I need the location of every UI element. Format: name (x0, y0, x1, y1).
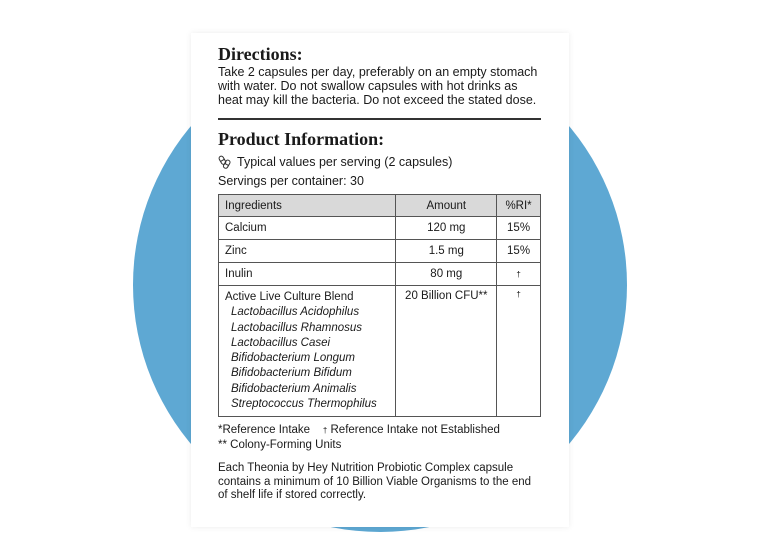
notes-line-1 (218, 423, 541, 438)
table-row (219, 240, 541, 263)
ri-note: *Reference Intake (218, 424, 311, 437)
product-info-title: Product Information: (218, 129, 385, 149)
strain-item: Streptococcus Thermophilus (231, 398, 377, 411)
servings-text: Servings per container: 30 (218, 174, 364, 188)
ri-cell: † (497, 263, 541, 286)
header-amount: Amount (396, 195, 497, 217)
blend-ri-cell: † (497, 286, 541, 417)
cfu-note: ** Colony-Forming Units (218, 439, 342, 452)
table-row (219, 217, 541, 240)
footer-text: Each Theonia by Hey Nutrition Probiotic Complex capsule contains a minimum of 10 Billion Viable Organisms to the end of shelf life if stored correctly. (218, 462, 532, 502)
blend-cell (219, 286, 396, 417)
label-content (218, 43, 541, 503)
directions-title: Directions: (218, 44, 303, 64)
header-ri: %RI* (497, 195, 541, 217)
table-row-blend (219, 286, 541, 417)
ri-cell: 15% (497, 240, 541, 263)
amount-cell: 80 mg (396, 263, 497, 286)
ingredient-cell: Inulin (219, 263, 396, 286)
table-row (219, 263, 541, 286)
header-ingredients: Ingredients (219, 195, 396, 217)
amount-cell: 1.5 mg (396, 240, 497, 263)
table-notes (218, 423, 541, 452)
strain-item: Bifidobacterium Animalis (231, 382, 357, 395)
ingredient-cell: Zinc (219, 240, 396, 263)
ingredient-cell: Calcium (219, 217, 396, 240)
table-header-row (219, 195, 541, 217)
not-established-note: Reference Intake not Established (330, 424, 500, 437)
blend-name: Active Live Culture Blend (225, 291, 354, 303)
amount-cell: 120 mg (396, 217, 497, 240)
dagger-symbol: † (322, 426, 328, 436)
strain-item: Bifidobacterium Longum (231, 352, 356, 365)
strain-item: Lactobacillus Rhamnosus (231, 321, 363, 334)
ri-cell: 15% (497, 217, 541, 240)
typical-values-text: Typical values per serving (2 capsules) (237, 155, 453, 169)
typical-values-line (218, 154, 541, 170)
directions-text: Take 2 capsules per day, preferably on an empty stomach with water. Do not swallow capsules with hot drinks as heat may kill the bacteria. Do not exceed the stated dose. (218, 65, 538, 107)
divider (218, 118, 541, 120)
capsules-icon (218, 155, 232, 169)
blend-amount-cell: 20 Billion CFU** (396, 286, 497, 417)
strain-item: Lactobacillus Acidophilus (231, 306, 360, 319)
strain-item: Bifidobacterium Bifidum (231, 367, 352, 380)
ingredients-table (218, 194, 541, 417)
label-card (191, 33, 569, 527)
strain-item: Lactobacillus Casei (231, 336, 331, 349)
